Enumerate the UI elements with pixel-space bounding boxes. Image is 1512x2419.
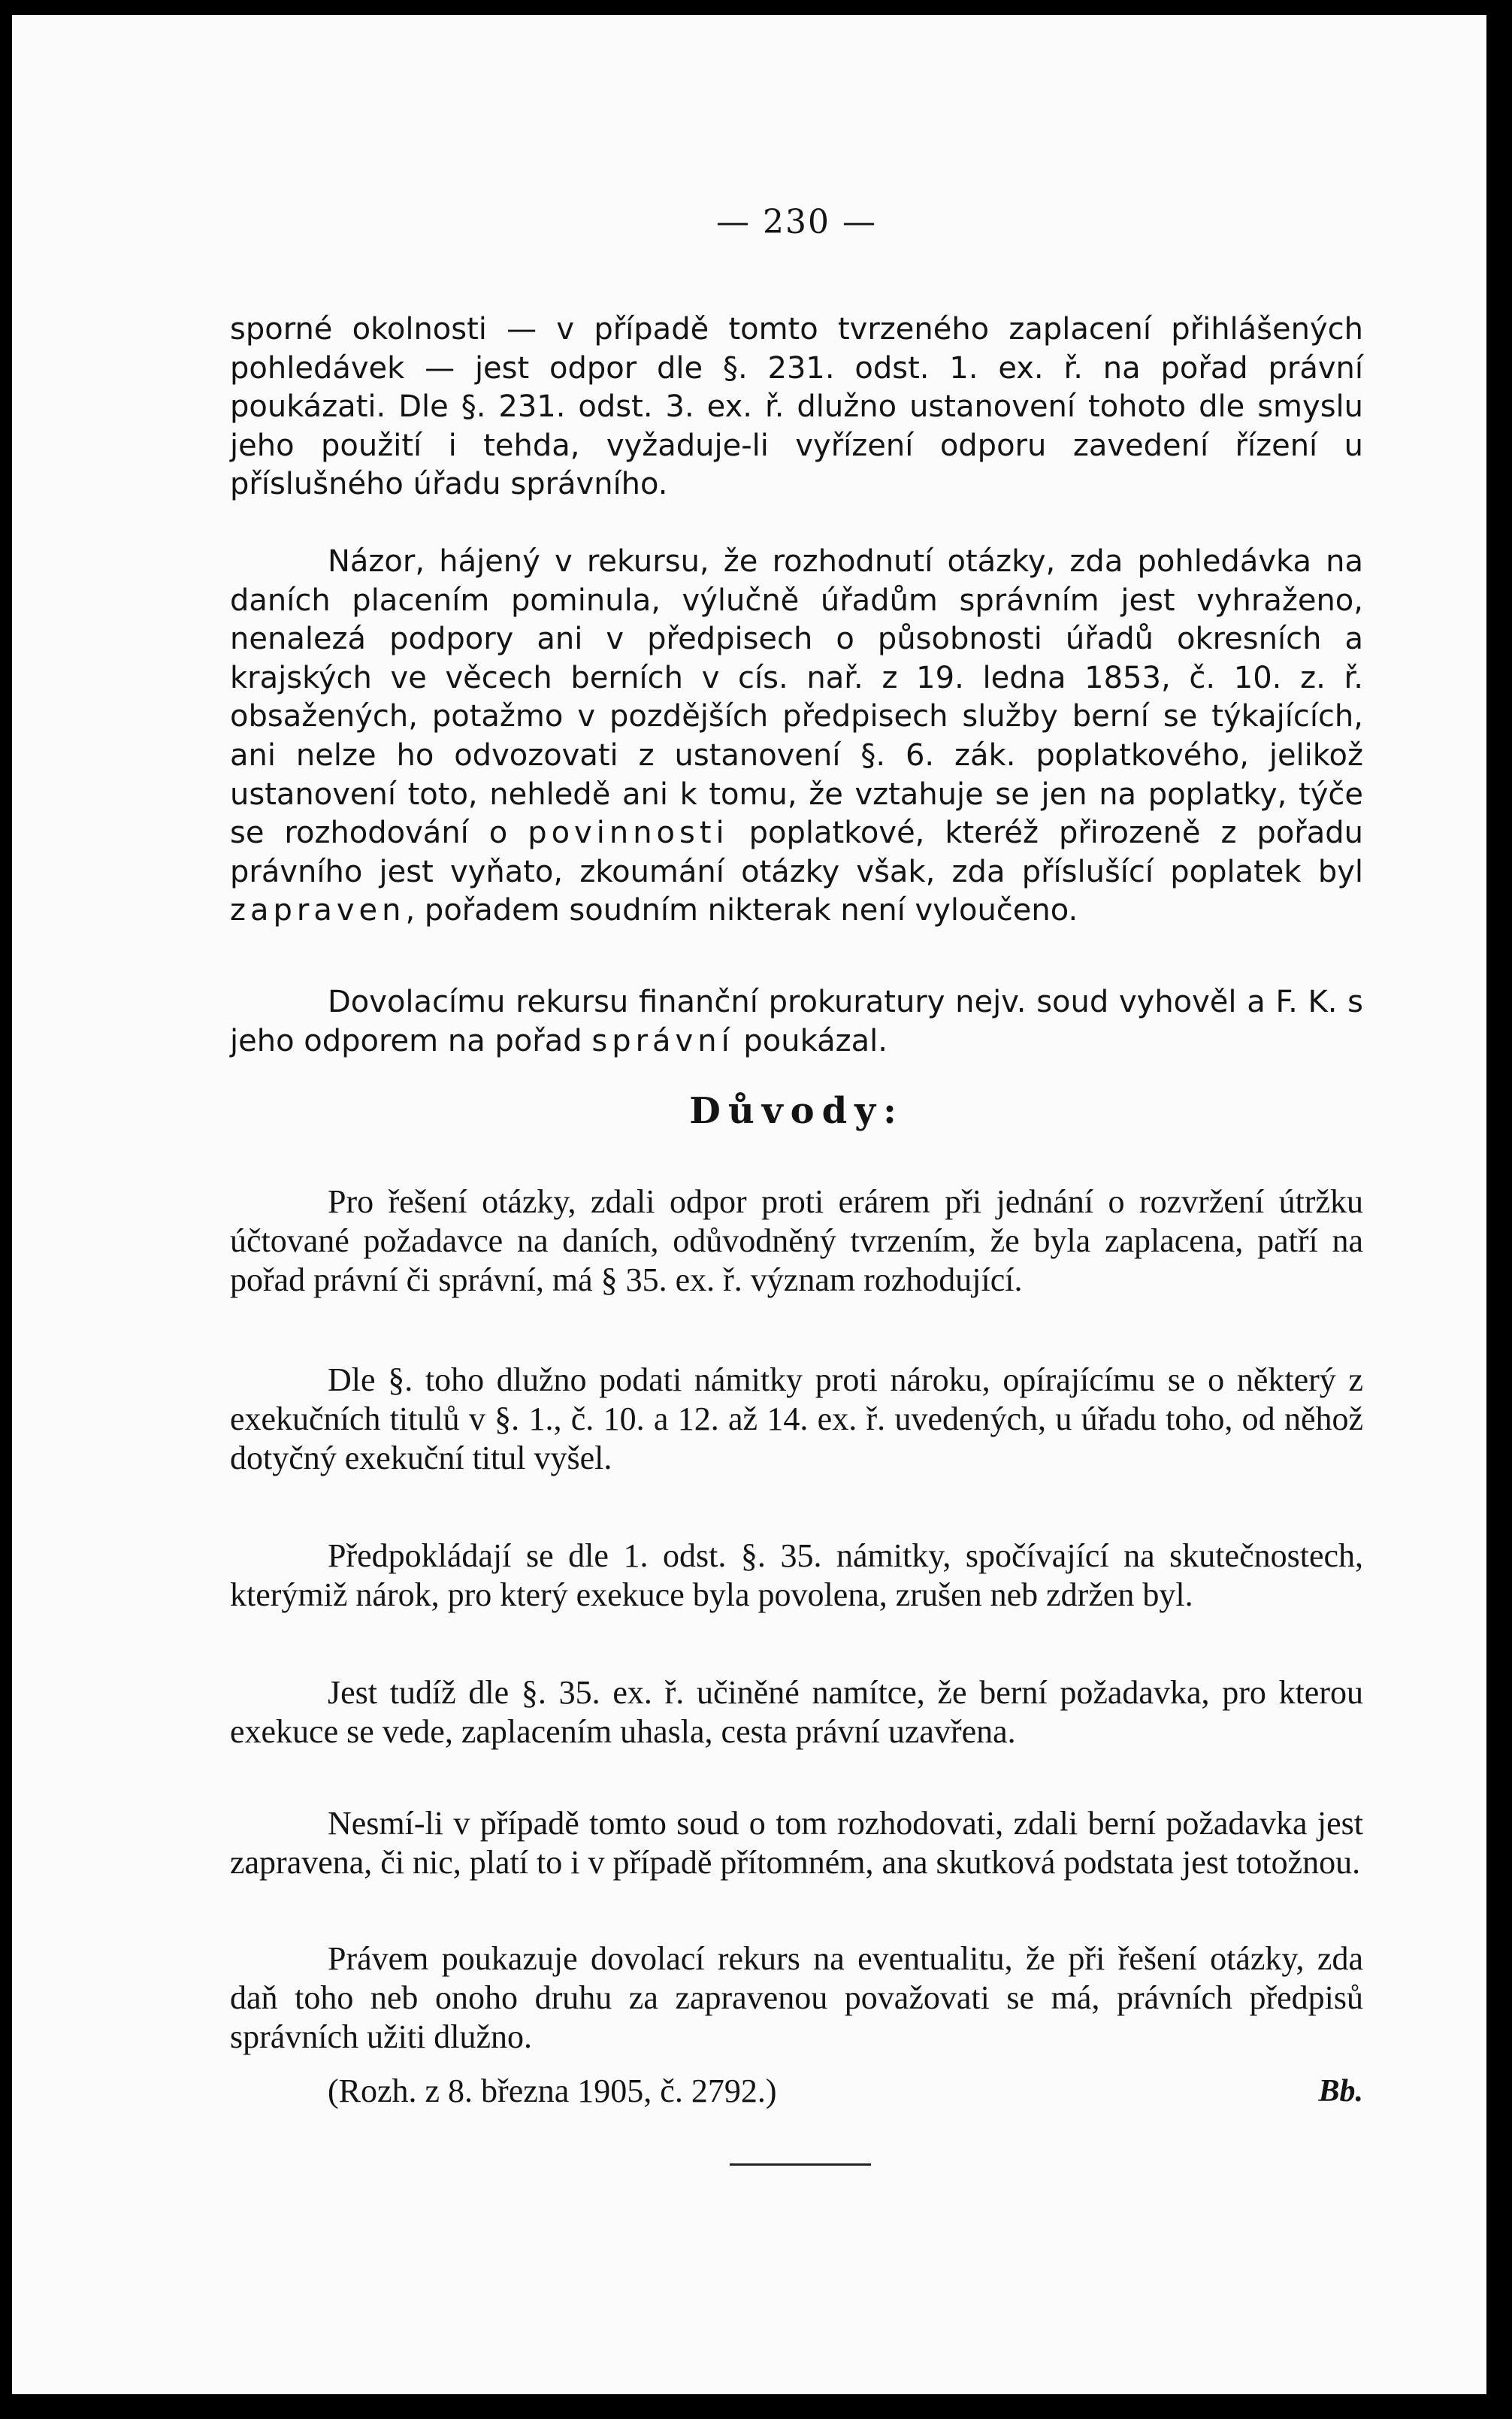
emphasis-povinnosti: povinnosti: [528, 816, 729, 851]
paragraph-2-text-a: Názor, hájený v rekursu, že rozhodnutí otázky, zda pohledávka na daních placením pominula, výlučně úřadům správním jest vyhraženo, nenalezá podpory ani v předpisech o působnosti úřadů okresních a krajských ve věcech berních v cís. nař. z 19. ledna 1853, č. 10. z. ř. obsažených, potažmo v pozdějších předpisech služby berní se týkajících, ani nelze ho odvozovati z ustanovení §. 6. zák. poplatkového, jelikož ustanovení toto, nehledě ani k tomu, že vztahuje se jen na poplatky, týče se rozhodování o: [230, 544, 1363, 851]
section-heading: Důvody:: [689, 1090, 904, 1132]
paragraph-4: Pro řešení otázky, zdali odpor proti erárem při jednání o rozvržení útržku účtované požadavce na daních, odůvodněný tvrzením, že byla zaplacena, patří na pořad právní či správní, má § 35. ex. ř. význam rozhodující.: [230, 1183, 1363, 1298]
paragraph-9: Právem poukazuje dovolací rekurs na eventualitu, že při řešení otázky, zda daň toho neb onoho druhu za zapravenou považovati se má, právních předpisů správních užiti dlužno.: [230, 1940, 1363, 2055]
paragraph-3-text-a: Dovolacímu rekursu finanční prokuratury nejv. soud vyhověl a F. K. s jeho odporem na pořad: [230, 985, 1363, 1058]
decision-citation: (Rozh. z 8. března 1905, č. 2792.): [328, 2072, 777, 2109]
paragraph-3: [230, 983, 1363, 1061]
page-number: — 230 —: [716, 203, 877, 241]
paragraph-2-text-c: , pořadem soudním nikterak není vyloučeno.: [405, 893, 1078, 928]
emphasis-zapraven: zapraven: [230, 893, 406, 928]
paragraph-6: Předpokládají se dle 1. odst. §. 35. námitky, spočívající na skutečnostech, kterýmiž nárok, pro který exekuce byla povolena, zrušen neb zdržen byl.: [230, 1537, 1363, 1613]
paragraph-8: Nesmí-li v případě tomto soud o tom rozhodovati, zdali berní požadavka jest zapravena, či nic, platí to i v případě přítomném, ana skutková podstata jest totožnou.: [230, 1805, 1363, 1881]
emphasis-spravni: správní: [591, 1023, 734, 1058]
paragraph-7: Jest tudíž dle §. 35. ex. ř. učiněné namítce, že berní požadavka, pro kterou exekuce se vede, zaplacením uhasla, cesta právní uzavřena.: [230, 1674, 1363, 1750]
paragraph-5: Dle §. toho dlužno podati námitky proti nároku, opírajícímu se o některý z exekučních titulů v §. 1., č. 10. a 12. až 14. ex. ř. uvedených, u úřadu toho, od něhož dotyčný exekuční titul vyšel.: [230, 1361, 1363, 1476]
paragraph-2: [230, 543, 1363, 931]
paragraph-2-text-b: poplatkové, kteréž přirozeně z pořadu právního jest vyňato, zkoumání otázky však, zda příslušící poplatek byl: [230, 816, 1363, 889]
end-divider: [730, 2163, 871, 2166]
paragraph-3-text-b: poukázal.: [733, 1023, 888, 1058]
paragraph-1: sporné okolnosti — v případě tomto tvrzeného zaplacení přihlášených pohledávek — jest odpor dle §. 231. odst. 1. ex. ř. na pořad právní poukázati. Dle §. 231. odst. 3. ex. ř. dlužno ustanovení tohoto dle smyslu jeho použití i tehda, vyžaduje-li vyřízení odporu zavedení řízení u příslušného úřadu správního.: [230, 312, 1363, 502]
author-signature: Bb.: [1318, 2074, 1363, 2109]
page: [12, 15, 1486, 2394]
